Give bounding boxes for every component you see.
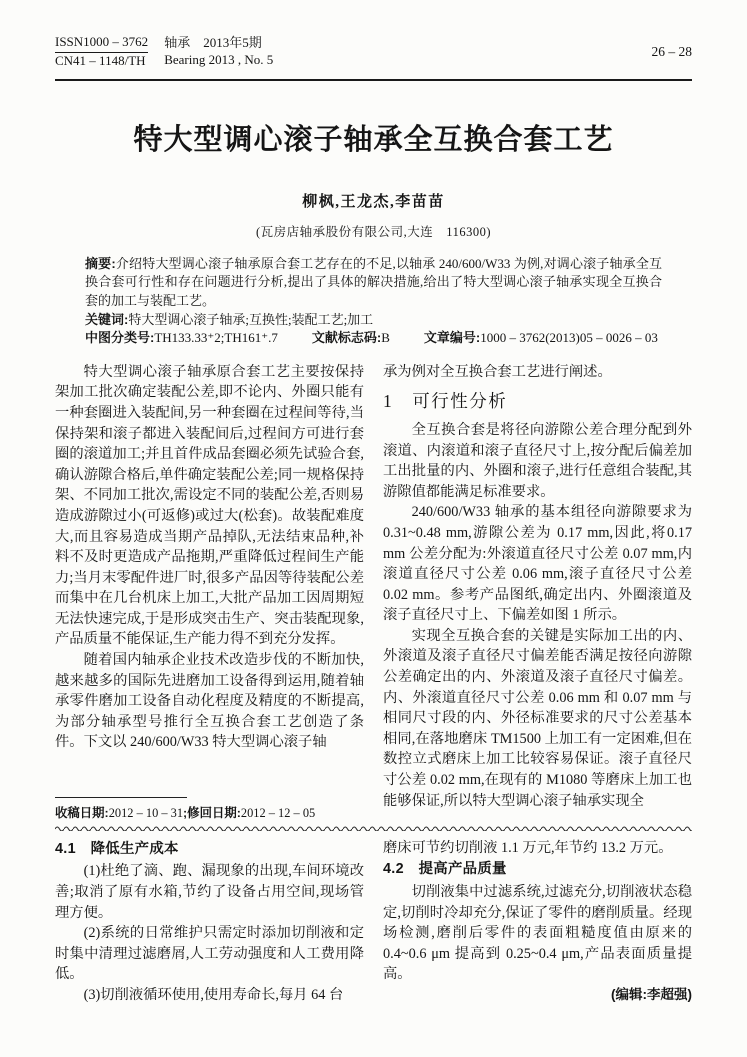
journal-title-en: Bearing 2013 , No. 5 <box>164 51 274 67</box>
article-title: 特大型调心滚子轴承全互换合套工艺 <box>133 123 614 156</box>
affiliation: (瓦房店轴承股份有限公司,大连 116300) <box>256 224 491 239</box>
abstract-text: 介绍特大型调心滚子轴承原合套工艺存在的不足,以轴承 240/600/W33 为例,对调心滚子轴承全互换合套可行性和存在问题进行分析,提出了具体的解决措施,给出了特大型调心滚子轴承实现全互换合套的加工与装配工艺。 <box>85 255 662 308</box>
bottom-right-column <box>383 838 692 1006</box>
body-paragraph: 全互换合套是将径向游隙公差合理分配到外滚道、内滚道和滚子直径尺寸上,按分配后偏差加工出批量的内、外圈和滚子,进行任意组合装配,其游隙值都能满足标准要求。 <box>383 421 692 500</box>
keywords-label: 关键词: <box>85 311 129 327</box>
left-column <box>55 362 364 821</box>
issn-number: ISSN1000 – 3762 <box>55 34 148 53</box>
body-paragraph: 240/600/W33 轴承的基本组径向游隙要求为 0.31~0.48 mm,游隙公差为 0.17 mm,因此,将0.17 mm 公差分配为:外滚道直径尺寸公差 0.07 mm,内滚道直径尺寸公差 0.06 mm,滚子直径尺寸公差 0.02 mm。参考产品图纸,确定出内、外圈滚道及滚子直径尺寸上、下偏差如图 1 所示。 <box>383 504 692 624</box>
footnote-dates: 收稿日期:2012 – 10 – 31;修回日期:2012 – 12 – 05 <box>55 805 316 820</box>
cn-number: CN41 – 1148/TH <box>55 52 146 68</box>
authors: 柳枫,王龙杰,李苗苗 <box>302 193 445 210</box>
wavy-divider <box>55 824 692 831</box>
section-heading-4-2: 4.2 提高产品质量 <box>383 861 507 878</box>
body-paragraph: 随着国内轴承企业技术改造步伐的不断加快,越来越多的国际先进磨加工设备得到运用,随着轴承零件磨加工设备自动化程度及精度的不断提高,为部分轴承型号推行全互换合套工艺创造了条件。下文以 240/600/W33 特大型调心滚子轴 <box>55 652 364 751</box>
keywords <box>85 311 662 330</box>
section-heading-1: 1 可行性分析 <box>383 391 508 412</box>
body-paragraph: 切削液集中过滤系统,过滤充分,切削液状态稳定,切削时冷却充分,保证了零件的磨削质量。经现场检测,磨削后零件的表面粗糙度值由原来的 0.4~0.6 μm 提高到 0.25~0.4 μm,产品表面质量提高。 <box>383 883 692 983</box>
journal-title-block <box>164 35 273 69</box>
abstract-block <box>85 255 662 348</box>
body-columns-top <box>55 362 692 821</box>
footnote-rule <box>55 797 187 798</box>
page-range: 26 – 28 <box>651 44 692 60</box>
bottom-left-column <box>55 838 364 1006</box>
abstract <box>85 255 662 311</box>
header-rule <box>55 79 692 81</box>
body-paragraph: (2)系统的日常维护只需定时添加切削液和定时集中清理过滤磨屑,人工劳动强度和人工费用降低。 <box>55 925 364 983</box>
body-paragraph: (1)杜绝了滴、跑、漏现象的出现,车间环境改善;取消了原有水箱,节约了设备占用空间,现场管理方便。 <box>55 863 364 921</box>
body-paragraph: 实现全互换合套的关键是实际加工出的内、外滚道及滚子直径尺寸偏差能否满足按径向游隙公差确定出的内、外滚道及滚子直径尺寸偏差。内、外滚道直径尺寸公差 0.06 mm 和 0.07 mm 与相同尺寸段的内、外径标准要求的尺寸公差基本相同,在落地磨床 TM1500 上加工有一定困难,但在数控立式磨床上加工比较容易保证。滚子直径尺寸公差 0.02 mm,在现有的 M1080 等磨床上加工也能够保证,所以特大型调心滚子轴承实现全 <box>383 627 692 809</box>
journal-title-cn: 轴承 2013年5期 <box>164 35 262 50</box>
issn-cn-block <box>55 34 148 70</box>
keywords-text: 特大型调心滚子轴承;互换性;装配工艺;加工 <box>128 311 374 327</box>
page-header <box>55 34 692 70</box>
right-column <box>383 362 692 821</box>
editor-credit: (编辑:李超强) <box>611 986 692 1002</box>
clc-number: 中图分类号:TH133.33⁺2;TH161⁺.7 <box>85 330 278 346</box>
meta-line <box>85 329 662 348</box>
article-id: 文章编号:1000 – 3762(2013)05 – 0026 – 03 <box>423 330 658 346</box>
abstract-label: 摘要: <box>85 255 116 271</box>
body-paragraph: 特大型调心滚子轴承原合套工艺主要按保持架加工批次确定装配公差,即不论内、外圈只能有一种套圈进入装配间,另一种套圈在过程间等待,当保持架和滚子都进入装配间后,过程间方可进行套圈的滚道加工;并且首件成品套圈必须先试验合套,确认游隙合格后,单件确定装配公差;同一规格保持架、不同加工批次,需设定不同的装配公差,否则易造成游隙过小(可返修)或过大(松套)。故装配难度大,而且容易造成当期产品掉队,无法结束品种,补料不及时更造成产品拖期,严重降低过程间生产能力;当月末零配件进厂时,很多产品因等待装配公差而集中在几台机床上加工,大批产品加工因周期短无法快速完成,于是形成突击生产、突击装配现象,产品质量不能保证,生产能力得不到充分发挥。 <box>55 363 364 648</box>
continuation-paragraph: 承为例对全互换合套工艺进行阐述。 <box>383 363 612 380</box>
footnote <box>55 797 364 821</box>
continuation-paragraph: 磨床可节约切削液 1.1 万元,年节约 13.2 万元。 <box>383 839 673 856</box>
body-paragraph: (3)切削液循环使用,使用寿命长,每月 64 台 <box>83 986 344 1003</box>
section-heading-4-1: 4.1 降低生产成本 <box>55 840 179 857</box>
document-code: 文献标志码:B <box>311 330 390 346</box>
body-columns-bottom <box>55 838 692 1006</box>
